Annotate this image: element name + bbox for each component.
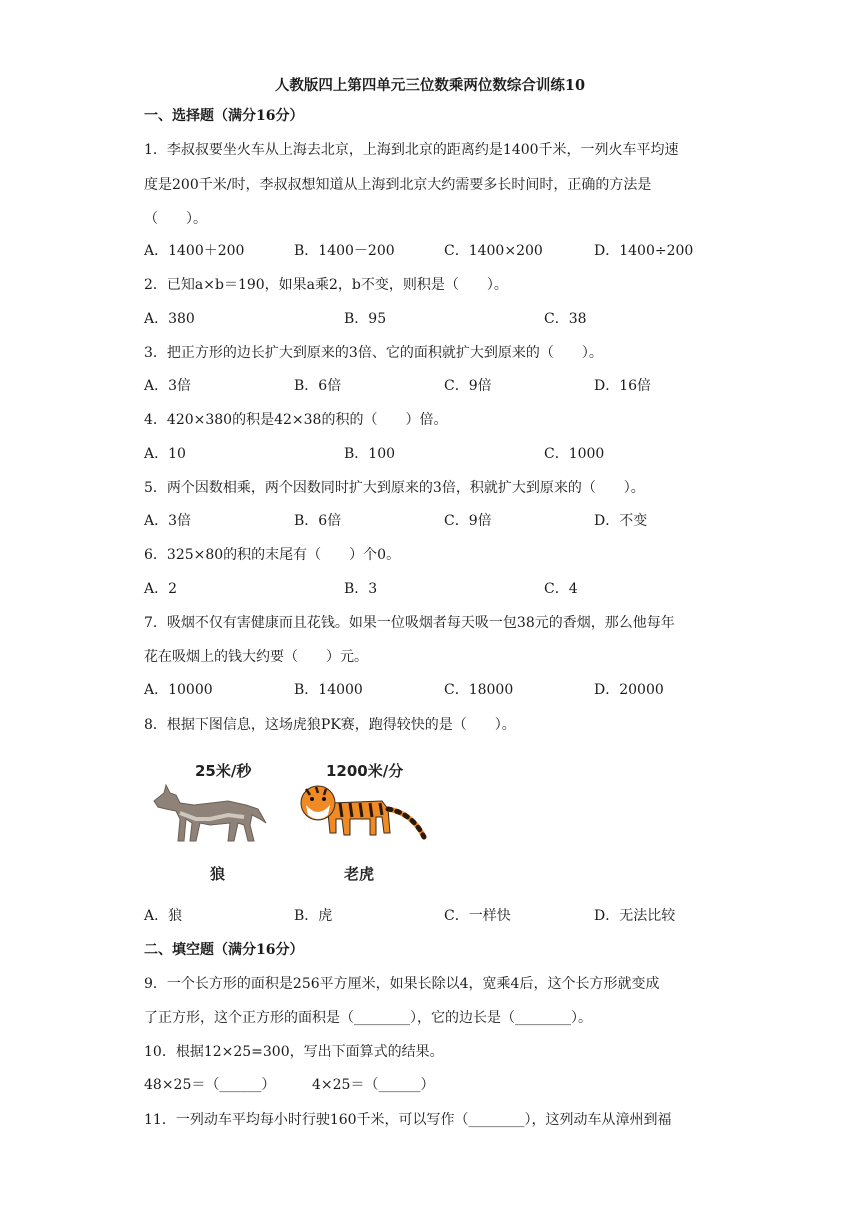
q4-option-b: B．100 [344,446,396,462]
question-9-line-2: 了正方形，这个正方形的面积是（________），它的边长是（________）。 [144,1010,592,1026]
q2-option-a: A．380 [144,311,195,327]
q6-option-a: A．2 [144,581,178,597]
q10-calc-1: 48×25＝（______） [144,1077,276,1093]
wolf-label: 狼 [210,865,226,883]
q5-option-c: C．9倍 [444,513,492,529]
q2-option-c: C．38 [544,311,587,327]
q5-option-d: D．不变 [594,513,648,529]
question-1-line-2: 度是200千米/时，李叔叔想知道从上海到北京大约需要多长时间时，正确的方法是 [144,177,652,193]
question-1-line-3: （ ）。 [144,211,207,227]
q8-option-a: A．狼 [144,908,183,924]
q1-option-c: C．1400×200 [444,243,543,259]
question-10: 10．根据12×25=300，写出下面算式的结果。 [144,1044,444,1060]
q3-option-c: C．9倍 [444,378,492,394]
q6-option-b: B．3 [344,581,378,597]
question-8: 8．根据下图信息，这场虎狼PK赛，跑得较快的是（ ）。 [144,717,516,733]
q7-option-c: C．18000 [444,682,514,698]
q2-option-b: B．95 [344,311,387,327]
question-11-line-1: 11．一列动车平均每小时行驶160千米，可以写作（________），这列动车从漳州到福 [144,1112,672,1128]
q7-option-b: B．14000 [294,682,363,698]
q5-option-a: A．3倍 [144,513,192,529]
q8-option-d: D．无法比较 [594,908,676,924]
page-title: 人教版四上第四单元三位数乘两位数综合训练10 [274,77,586,94]
tiger-speed-label: 1200米/分 [326,762,404,780]
question-9-line-1: 9．一个长方形的面积是256平方厘米，如果长除以4，宽乘4后，这个长方形就变成 [144,976,660,992]
wolf-speed-label: 25米/秒 [195,762,252,780]
question-4: 4．420×380的积是42×38的积的（ ）倍。 [144,412,448,428]
q3-option-d: D．16倍 [594,378,652,394]
question-2: 2．已知a×b＝190，如果a乘2，b不变，则积是（ ）。 [144,277,508,293]
q1-option-b: B．1400－200 [294,243,395,259]
tiger-label: 老虎 [344,865,375,883]
q8-option-c: C．一样快 [444,908,511,924]
question-5: 5．两个因数相乘，两个因数同时扩大到原来的3倍，积就扩大到原来的（ ）。 [144,480,645,496]
section-heading-choice: 一、选择题（满分16分） [144,108,304,124]
section-heading-fill: 二、填空题（满分16分） [144,942,304,958]
question-1-line-1: 1．李叔叔要坐火车从上海去北京，上海到北京的距离约是1400千米，一列火车平均速 [144,142,679,158]
question-6: 6．325×80的积的末尾有（ ）个0。 [144,547,401,563]
wolf-icon [150,783,270,845]
tiger-icon [292,783,432,853]
q5-option-b: B．6倍 [294,513,342,529]
q4-option-c: C．1000 [544,446,605,462]
q3-option-b: B．6倍 [294,378,342,394]
q8-option-b: B．虎 [294,908,333,924]
question-7-line-2: 花在吸烟上的钱大约要（ ）元。 [144,649,368,665]
question-7-line-1: 7．吸烟不仅有害健康而且花钱。如果一位吸烟者每天吸一包38元的香烟，那么他每年 [144,615,675,631]
q10-calc-2: 4×25＝（______） [312,1077,435,1093]
q6-option-c: C．4 [544,581,578,597]
q4-option-a: A．10 [144,446,186,462]
q1-option-a: A．1400＋200 [144,243,245,259]
q1-option-d: D．1400÷200 [594,243,694,259]
q3-option-a: A．3倍 [144,378,192,394]
q7-option-d: D．20000 [594,682,664,698]
q7-option-a: A．10000 [144,682,213,698]
question-3: 3．把正方形的边长扩大到原来的3倍、它的面积就扩大到原来的（ ）。 [144,345,603,361]
animal-figure [150,755,440,890]
